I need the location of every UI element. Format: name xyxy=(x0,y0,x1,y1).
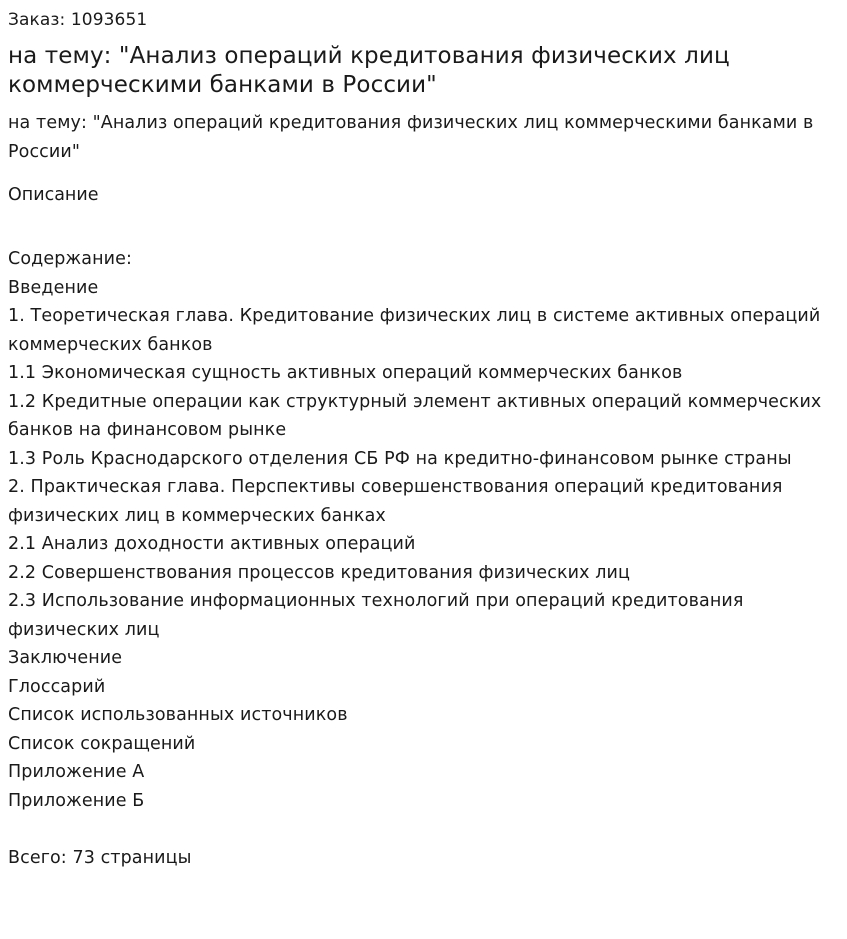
contents-item: Глоссарий xyxy=(8,676,106,697)
contents-item: Список использованных источников xyxy=(8,705,348,725)
contents-item: 2.3 Использование информационных технологий при операций кредитования физических лиц xyxy=(8,591,744,640)
table-of-contents xyxy=(8,245,839,872)
description-label: Описание xyxy=(8,185,99,205)
page-total: Всего: 73 страницы xyxy=(8,847,192,868)
contents-item: 1.3 Роль Краснодарского отделения СБ РФ на кредитно-финансовом рынке страны xyxy=(8,448,792,469)
document-subtitle: на тему: "Анализ операций кредитования физических лиц коммерческими банками в России" xyxy=(8,113,814,162)
contents-item: 1.1 Экономическая сущность активных операций коммерческих банков xyxy=(8,363,683,383)
contents-item: 1.2 Кредитные операции как структурный элемент активных операций коммерческих банков на финансовом рынке xyxy=(8,391,822,440)
order-number: Заказ: 1093651 xyxy=(8,10,148,30)
contents-item: 2.1 Анализ доходности активных операций xyxy=(8,534,416,554)
contents-item: Заключение xyxy=(8,648,123,668)
contents-item: Приложение А xyxy=(8,762,145,782)
contents-item: Приложение Б xyxy=(8,790,145,811)
contents-item: 2.2 Совершенствования процессов кредитования физических лиц xyxy=(8,562,631,583)
contents-item: Введение xyxy=(8,277,99,298)
contents-item: 2. Практическая глава. Перспективы совершенствования операций кредитования физических лиц в коммерческих банках xyxy=(8,477,783,526)
document-title: на тему: "Анализ операций кредитования физических лиц коммерческими банками в России" xyxy=(8,43,730,98)
contents-item: Список сокращений xyxy=(8,733,196,754)
contents-spacer xyxy=(8,815,839,844)
contents-item: 1. Теоретическая глава. Кредитование физических лиц в системе активных операций коммерческих банков xyxy=(8,306,821,355)
contents-heading: Содержание: xyxy=(8,249,132,269)
